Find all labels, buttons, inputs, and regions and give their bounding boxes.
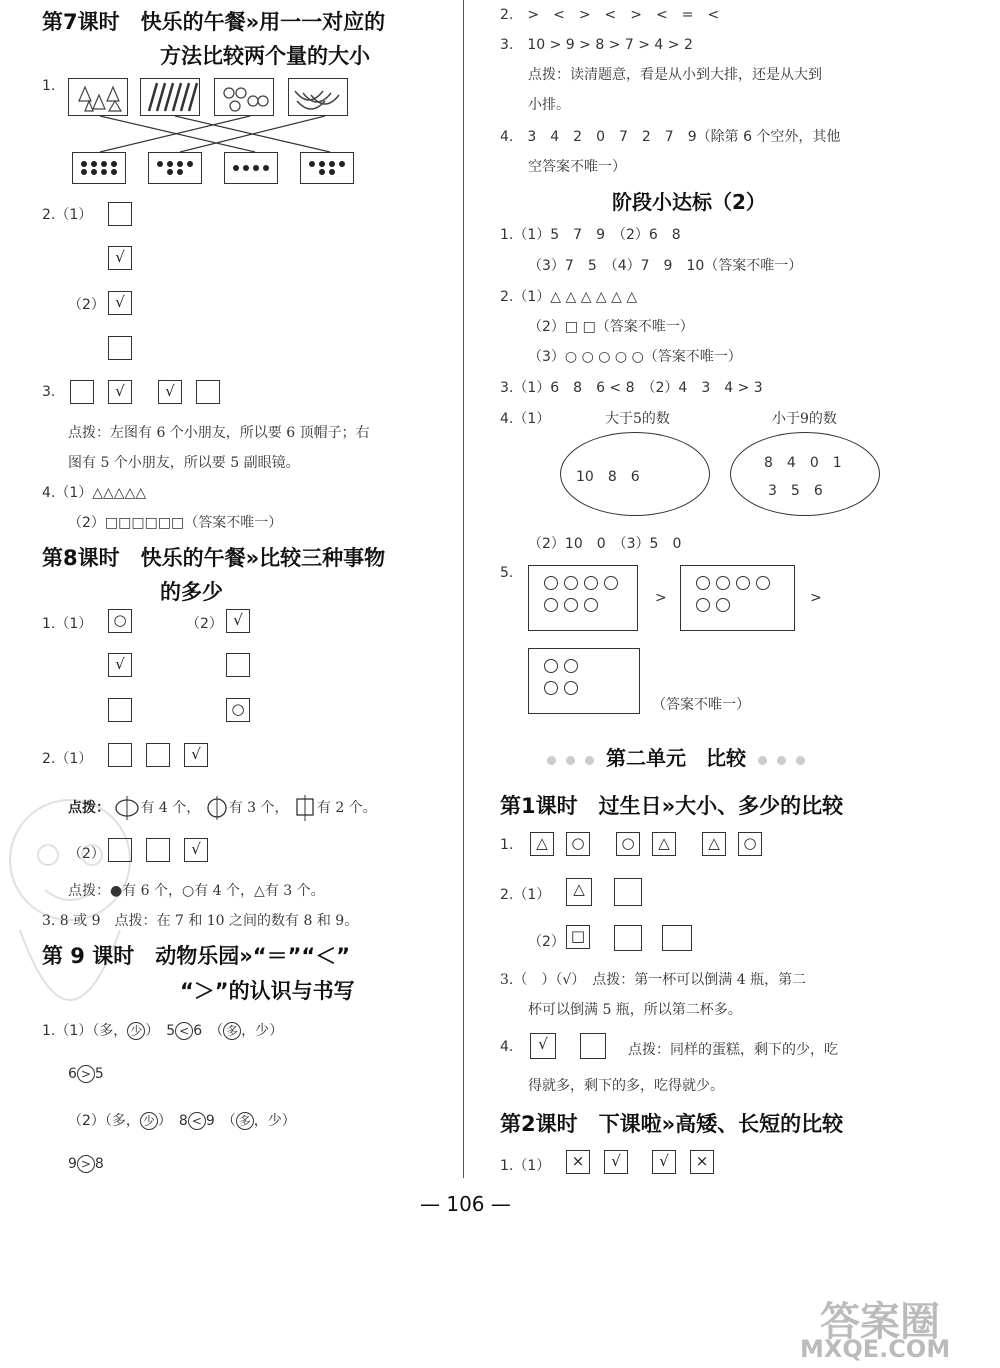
answer-box-cross: × — [690, 1150, 714, 1174]
answer-box — [196, 380, 220, 404]
answer-box — [662, 925, 692, 951]
answer-box-triangle: △ — [702, 832, 726, 856]
answer-box-check: √ — [108, 246, 132, 270]
r-lesson2-title: 第2课时 下课啦»高矮、长短的比较 — [500, 1112, 844, 1136]
answer-box-check: √ — [226, 609, 250, 633]
l8-tip2: 点拨：●有 6 个，○有 4 个，△有 3 个。 — [68, 883, 325, 899]
answer-box — [108, 336, 132, 360]
dots-box-4 — [224, 152, 278, 184]
column-divider — [463, 0, 464, 1178]
l7-tip: 点拨：左图有 6 个小朋友，所以要 6 顶帽子；右 — [68, 425, 370, 441]
watermark-logo: 答案圈 — [820, 1299, 940, 1345]
lantern-icon-a — [114, 796, 140, 820]
answer-box-check: √ — [108, 291, 132, 315]
stage-q3: 3.（1）6 8 6 < 8 （2）4 3 4 > 3 — [500, 380, 763, 396]
circles-box-7 — [528, 565, 638, 631]
bananas-picture — [288, 78, 348, 116]
answer-box — [108, 698, 132, 722]
glasses-picture — [214, 78, 274, 116]
l7-tip-line2: 图有 5 个小朋友，所以要 5 副眼镜。 — [68, 455, 300, 471]
answer-box-circle: ○ — [226, 698, 250, 722]
answer-box-circle: ○ — [738, 832, 762, 856]
answer-box — [70, 380, 94, 404]
r-l1-q4: 4. — [500, 1039, 514, 1055]
dots-box-6 — [148, 152, 202, 184]
answer-box-circle: ○ — [108, 609, 132, 633]
stage-title: 阶段小达标（2） — [612, 190, 766, 214]
unit-title: 第二单元 比较 — [542, 742, 810, 771]
ellipse2-row2: 3 5 6 — [768, 483, 823, 499]
answer-box-check: √ — [108, 653, 132, 677]
ellipse2-label: 小于9的数 — [772, 411, 837, 427]
lantern-icon-c — [293, 795, 317, 821]
answer-box — [146, 838, 170, 862]
answer-box — [146, 743, 170, 767]
l9-q2-row: （2）（多， 少 ） 8 < 9 （ 多 ，少） — [68, 1113, 296, 1129]
lesson7-title: 第7课时 快乐的午餐»用一一对应的 — [42, 10, 386, 34]
r-q4b: 空答案不唯一） — [528, 159, 626, 175]
answer-box — [614, 925, 642, 951]
answer-box-triangle: △ — [530, 832, 554, 856]
answer-box-cross: × — [566, 1150, 590, 1174]
watermark-url: MXQE.COM — [800, 1335, 951, 1363]
pencils-picture — [140, 78, 200, 116]
stage-q5: 5. — [500, 565, 514, 581]
stage-q5-note: （答案不唯一） — [652, 697, 750, 713]
r-l1-q4-tip2: 得就多，剩下的多，吃得就少。 — [528, 1078, 724, 1094]
lantern-icon-b — [205, 796, 229, 820]
r-l1-q2-1: 2.（1） — [500, 887, 551, 903]
r-l1-q4-tip: 点拨：同样的蛋糕，剩下的少，吃 — [628, 1042, 838, 1058]
stage-q1b: （3）7 5 （4）7 9 10（答案不唯一） — [528, 258, 803, 274]
r-q3: 3. 10 > 9 > 8 > 7 > 4 > 2 — [500, 37, 693, 53]
answer-box-triangle: △ — [652, 832, 676, 856]
lesson9-title: 第 9 课时 动物乐园»“＝”“＜” — [42, 944, 351, 968]
circles-box-6 — [680, 565, 795, 631]
answer-box-check: √ — [184, 838, 208, 862]
r-l2-q1: 1.（1） — [500, 1158, 551, 1174]
l7-q2-1-label: 2.（1） — [42, 207, 93, 223]
l8-q1-label: 1.（1） — [42, 616, 93, 632]
answer-box — [226, 653, 250, 677]
answer-box-circle: ○ — [566, 832, 590, 856]
r-tip1: 点拨：读清题意，看是从小到大排，还是从大到 — [528, 67, 822, 83]
l8-tip-lanterns: 点拨： 有 4 个， 有 3 个， 有 2 个。 — [68, 795, 377, 821]
answer-box — [614, 878, 642, 906]
circles-box-4 — [528, 648, 640, 714]
dots-box-6b — [300, 152, 354, 184]
stage-q2c: （3）○ ○ ○ ○ ○（答案不唯一） — [528, 349, 742, 365]
lesson9-title-line2: “＞”的认识与书写 — [180, 979, 355, 1003]
answer-box-check: √ — [108, 380, 132, 404]
ellipse1-label: 大于5的数 — [605, 411, 670, 427]
r-l1-q1: 1. — [500, 837, 514, 853]
r-l1-q3: 3.（ ）（√） 点拨：第一杯可以倒满 4 瓶，第二 — [500, 972, 807, 988]
answer-box-square: □ — [566, 925, 590, 949]
answer-box-check: √ — [530, 1033, 556, 1059]
dots-box-8 — [72, 152, 126, 184]
l9-q2-compare: 9 > 8 — [68, 1156, 104, 1172]
greater-sign-1: > — [655, 590, 667, 606]
l9-q1-compare: 6 > 5 — [68, 1066, 104, 1082]
l7-q3-label: 3. — [42, 384, 56, 400]
answer-box-check: √ — [184, 743, 208, 767]
answer-box-check: √ — [604, 1150, 628, 1174]
lesson8-title-line2: 的多少 — [160, 580, 223, 604]
r-tip2: 小排。 — [528, 97, 570, 113]
l7-q2-2-label: （2） — [68, 297, 105, 313]
answer-box — [108, 743, 132, 767]
r-lesson1-title: 第1课时 过生日»大小、多少的比较 — [500, 794, 844, 818]
l7-q4-1: 4.（1）△△△△△ — [42, 485, 147, 501]
matching-lines — [70, 116, 360, 152]
l7-q1-label: 1. — [42, 78, 56, 94]
answer-box — [108, 838, 132, 862]
stage-q2a: 2.（1）△ △ △ △ △ △ — [500, 289, 638, 305]
page-number: — 106 — — [420, 1192, 511, 1216]
r-l1-q3b: 杯可以倒满 5 瓶，所以第二杯多。 — [528, 1002, 742, 1018]
ellipse1-numbers: 10 8 6 — [576, 469, 640, 485]
answer-box-triangle: △ — [566, 878, 592, 906]
stage-q1a: 1.（1）5 7 9 （2）6 8 — [500, 227, 681, 243]
answer-box-circle: ○ — [616, 832, 640, 856]
answer-box — [108, 202, 132, 226]
less-than-9-set — [730, 432, 880, 516]
stage-q4b: （2）10 0 （3）5 0 — [528, 536, 682, 552]
ellipse2-row1: 8 4 0 1 — [764, 455, 842, 471]
l8-q3: 3. 8 或 9 点拨：在 7 和 10 之间的数有 8 和 9。 — [42, 913, 359, 929]
greater-sign-2: > — [810, 590, 822, 606]
stage-q4: 4.（1） — [500, 411, 551, 427]
hats-picture — [68, 78, 128, 116]
lesson8-title: 第8课时 快乐的午餐»比较三种事物 — [42, 546, 386, 570]
l8-q1-2-label: （2） — [186, 616, 223, 632]
stage-q2b: （2）□ □（答案不唯一） — [528, 319, 694, 335]
answer-box-check: √ — [158, 380, 182, 404]
l9-q1-row: 1.（1）（多， 少 ） 5 < 6 （ 多 ，少） — [42, 1023, 284, 1039]
answer-box — [580, 1033, 606, 1059]
r-l1-q2-2: （2） — [528, 934, 565, 950]
l7-q4-2: （2）□□□□□□（答案不唯一） — [68, 515, 283, 531]
answer-box-check: √ — [652, 1150, 676, 1174]
r-q4: 4. 3 4 2 0 7 2 7 9（除第 6 个空外，其他 — [500, 129, 841, 145]
l8-q2-2-label: （2） — [68, 846, 105, 862]
l8-q2-1-label: 2.（1） — [42, 751, 93, 767]
r-q2: 2. > < > < > < = < — [500, 7, 720, 23]
lesson7-title-line2: 方法比较两个量的大小 — [160, 44, 370, 68]
